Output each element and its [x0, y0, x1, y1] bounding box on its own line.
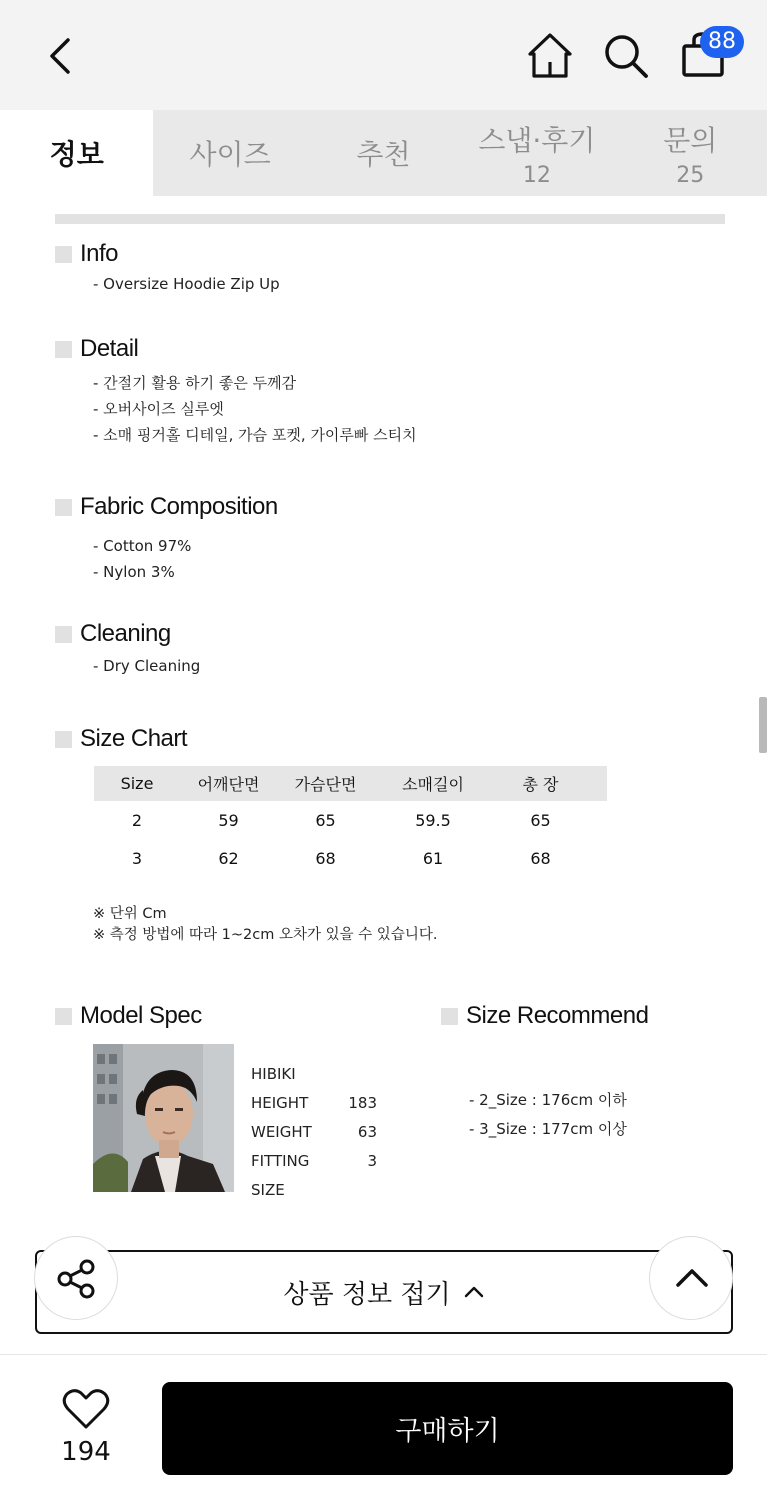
tab-label: 정보 — [49, 138, 104, 171]
table-cell: 68 — [315, 848, 336, 868]
section-title: Size Chart — [80, 725, 188, 752]
like-button[interactable] — [44, 1387, 128, 1477]
section-header-size-chart — [55, 725, 187, 753]
table-cell: 68 — [530, 848, 551, 868]
scrollbar-thumb[interactable] — [759, 697, 767, 753]
section-title: Model Spec — [80, 1002, 202, 1029]
size-chart-notes — [93, 904, 437, 946]
section-header-detail — [55, 335, 138, 363]
fabric-list — [93, 533, 191, 585]
heart-icon — [44, 1387, 128, 1431]
cart-count-badge: 88 — [700, 26, 744, 58]
section-title: Cleaning — [80, 620, 171, 647]
table-cell: 59.5 — [415, 810, 451, 830]
list-item: - Nylon 3% — [93, 563, 175, 581]
list-item: - 소매 핑거홀 디테일, 가슴 포켓, 가이루빠 스티치 — [93, 426, 417, 444]
list-item: - 오버사이즈 실루엣 — [93, 400, 224, 418]
collapse-product-info-button[interactable] — [35, 1250, 733, 1334]
table-cell: 2 — [131, 810, 143, 830]
tab-recommend[interactable] — [307, 110, 460, 196]
section-header-model-spec — [55, 1002, 202, 1030]
chevron-left-icon — [38, 30, 86, 82]
size-recommend-list — [469, 1086, 627, 1144]
tab-label: 문의 — [663, 123, 718, 157]
tab-label: 사이즈 — [189, 138, 271, 171]
table-cell: 3 — [131, 848, 143, 868]
list-item: - 2_Size : 176cm 이하 — [469, 1091, 627, 1109]
list-item: - Dry Cleaning — [93, 657, 201, 675]
bottom-action-bar — [0, 1354, 767, 1500]
table-cell: 62 — [218, 848, 239, 868]
list-item: - 간절기 활용 하기 좋은 두께감 — [93, 374, 297, 392]
section-header-size-recommend — [441, 1002, 648, 1030]
back-button[interactable] — [38, 30, 86, 82]
list-item: - Oversize Hoodie Zip Up — [93, 275, 280, 293]
square-bullet-icon — [55, 499, 72, 516]
tab-info[interactable] — [0, 110, 153, 196]
square-bullet-icon — [55, 341, 72, 358]
table-cell: 61 — [422, 848, 444, 868]
home-icon — [524, 30, 576, 82]
section-title: Fabric Composition — [80, 493, 278, 520]
table-header-cell: 소매길이 — [402, 775, 464, 794]
spec-label: FITTING SIZE — [251, 1152, 310, 1199]
spec-value: 3 — [367, 1152, 377, 1170]
scroll-to-top-button[interactable] — [649, 1236, 733, 1320]
note-text: ※ 단위 Cm — [93, 906, 167, 922]
tab-inquiry[interactable] — [614, 110, 767, 196]
search-icon — [600, 30, 652, 82]
tab-count: 12 — [522, 162, 551, 188]
detail-list — [93, 370, 417, 448]
fold-label: 상품 정보 접기 — [283, 1279, 451, 1310]
spec-row — [251, 1147, 377, 1205]
square-bullet-icon — [55, 1008, 72, 1025]
table-header-row — [94, 766, 607, 801]
buy-button[interactable]: 구매하기 — [162, 1382, 733, 1475]
table-row — [94, 801, 607, 839]
like-count: 194 — [61, 1437, 111, 1467]
info-list — [93, 271, 280, 297]
model-photo — [93, 1044, 234, 1192]
note-text: ※ 측정 방법에 따라 1~2cm 오차가 있을 수 있습니다. — [93, 927, 438, 943]
top-app-bar — [0, 0, 767, 110]
table-cell: 65 — [315, 810, 336, 830]
square-bullet-icon — [441, 1008, 458, 1025]
spec-label: WEIGHT — [251, 1123, 312, 1141]
section-header-fabric — [55, 493, 278, 521]
product-tabs — [0, 110, 767, 196]
list-item: - Cotton 97% — [93, 537, 192, 555]
square-bullet-icon — [55, 731, 72, 748]
square-bullet-icon — [55, 246, 72, 263]
size-chart-table — [94, 766, 607, 877]
spec-row — [251, 1118, 377, 1147]
list-item: - 3_Size : 177cm 이상 — [469, 1120, 627, 1138]
section-title: Size Recommend — [466, 1002, 649, 1029]
spec-row — [251, 1089, 377, 1118]
spec-value: 183 — [348, 1094, 377, 1112]
chevron-up-icon — [650, 1237, 734, 1321]
share-icon — [35, 1237, 119, 1321]
table-cell: 65 — [530, 810, 551, 830]
table-header-cell: 어깨단면 — [197, 775, 260, 794]
tab-label: 추천 — [356, 138, 411, 171]
share-button[interactable] — [34, 1236, 118, 1320]
spec-label: HEIGHT — [251, 1094, 309, 1112]
product-detail-content — [0, 196, 767, 1246]
section-title: Info — [80, 240, 119, 267]
section-title: Detail — [80, 335, 139, 362]
model-spec-list — [251, 1060, 377, 1205]
square-bullet-icon — [55, 626, 72, 643]
tab-size[interactable] — [153, 110, 306, 196]
section-header-cleaning — [55, 620, 171, 648]
chevron-up-icon — [463, 1281, 485, 1303]
divider — [55, 214, 725, 224]
cleaning-list — [93, 653, 200, 679]
tab-snap-review[interactable] — [460, 110, 613, 196]
model-name: HIBIKI — [251, 1065, 296, 1083]
home-button[interactable] — [524, 30, 576, 82]
table-row — [94, 839, 607, 877]
search-button[interactable] — [600, 30, 652, 82]
table-header-cell: Size — [120, 774, 154, 793]
spec-value: 63 — [357, 1123, 377, 1141]
table-cell: 59 — [218, 810, 239, 830]
table-header-cell: 가슴단면 — [294, 775, 357, 794]
tab-count: 25 — [676, 162, 705, 188]
section-header-info — [55, 240, 118, 268]
tab-label: 스냅·후기 — [478, 123, 596, 157]
table-header-cell: 총 장 — [522, 775, 559, 794]
